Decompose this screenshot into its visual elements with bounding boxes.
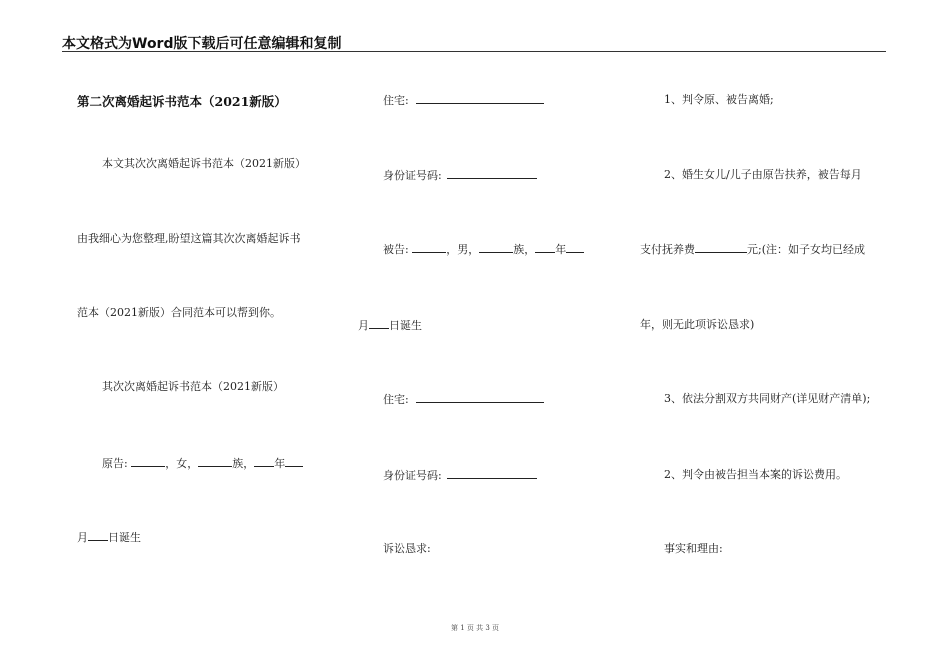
support-fee-label: 支付抚养费 bbox=[640, 243, 695, 256]
defendant-label: 被告: bbox=[383, 243, 409, 256]
blank-defendant-day bbox=[369, 318, 389, 329]
defendant-ethnic: 族， bbox=[513, 243, 536, 256]
blank-month bbox=[285, 456, 303, 467]
blank-defendant-year bbox=[535, 242, 555, 253]
plaintiff-ethnic: 族， bbox=[232, 457, 255, 470]
intro-line-1: 本文其次次离婚起诉书范本（2021新版） bbox=[102, 157, 306, 170]
plaintiff-address-line bbox=[383, 93, 544, 108]
blank-defendant-month bbox=[566, 242, 584, 253]
blank-defendant-name bbox=[412, 242, 446, 253]
address-label-2: 住宅: bbox=[383, 393, 409, 406]
defendant-gender: ，男， bbox=[446, 243, 480, 256]
defendant-birth: 日诞生 bbox=[389, 319, 422, 332]
support-fee-note: 元;(注：如子女均已经成 bbox=[747, 243, 865, 256]
blank-ethnic bbox=[198, 456, 232, 467]
claims-label: 诉讼恳求: bbox=[383, 542, 431, 555]
claim-item-2-note-end: 年，则无此项诉讼恳求) bbox=[640, 318, 755, 331]
id-label-2: 身份证号码: bbox=[383, 469, 442, 482]
defendant-id-line bbox=[383, 468, 537, 483]
plaintiff-line bbox=[102, 456, 303, 471]
blank-day bbox=[88, 530, 108, 541]
claim-item-2-cont bbox=[640, 242, 865, 257]
defendant-month: 月 bbox=[358, 319, 369, 332]
intro-line-2: 由我细心为您整理,盼望这篇其次次离婚起诉书 bbox=[77, 232, 301, 245]
facts-label: 事实和理由: bbox=[664, 542, 723, 555]
intro-line-3: 范本（2021新版）合同范本可以帮到你。 bbox=[77, 306, 281, 319]
defendant-birth-line bbox=[358, 318, 422, 333]
plaintiff-label: 原告: bbox=[102, 457, 128, 470]
plaintiff-gender: ，女， bbox=[165, 457, 199, 470]
address-label: 住宅: bbox=[383, 94, 409, 107]
claim-item-1: 1、判令原、被告离婚; bbox=[664, 93, 774, 106]
plaintiff-birth: 日诞生 bbox=[108, 531, 141, 544]
blank-name bbox=[131, 456, 165, 467]
blank-support-fee bbox=[695, 242, 747, 253]
page-header bbox=[62, 31, 886, 52]
section-subtitle: 其次次离婚起诉书范本（2021新版） bbox=[102, 380, 284, 393]
claim-item-3: 3、依法分割双方共同财产(详见财产清单); bbox=[664, 392, 871, 405]
blank-year bbox=[254, 456, 274, 467]
plaintiff-year: 年 bbox=[274, 457, 286, 470]
blank-address bbox=[416, 93, 544, 104]
plaintiff-month: 月 bbox=[77, 531, 88, 544]
blank-id-2 bbox=[447, 468, 537, 479]
plaintiff-id-line bbox=[383, 168, 537, 183]
blank-defendant-ethnic bbox=[479, 242, 513, 253]
blank-id bbox=[447, 168, 537, 179]
claim-item-2: 2、婚生女儿/儿子由原告扶养，被告每月 bbox=[664, 168, 862, 181]
defendant-address-line bbox=[383, 392, 544, 407]
blank-address-2 bbox=[416, 392, 544, 403]
document-title: 第二次离婚起诉书范本（2021新版） bbox=[77, 94, 287, 109]
claim-item-4: 2、判令由被告担当本案的诉讼费用。 bbox=[664, 468, 847, 481]
defendant-year: 年 bbox=[555, 243, 567, 256]
id-label: 身份证号码: bbox=[383, 169, 442, 182]
header-title: 本文格式为Word版下载后可任意编辑和复制 bbox=[62, 36, 342, 52]
plaintiff-birth-line bbox=[77, 530, 141, 545]
defendant-line bbox=[383, 242, 584, 257]
page-number: 第 1 页 共 3 页 bbox=[450, 624, 500, 632]
